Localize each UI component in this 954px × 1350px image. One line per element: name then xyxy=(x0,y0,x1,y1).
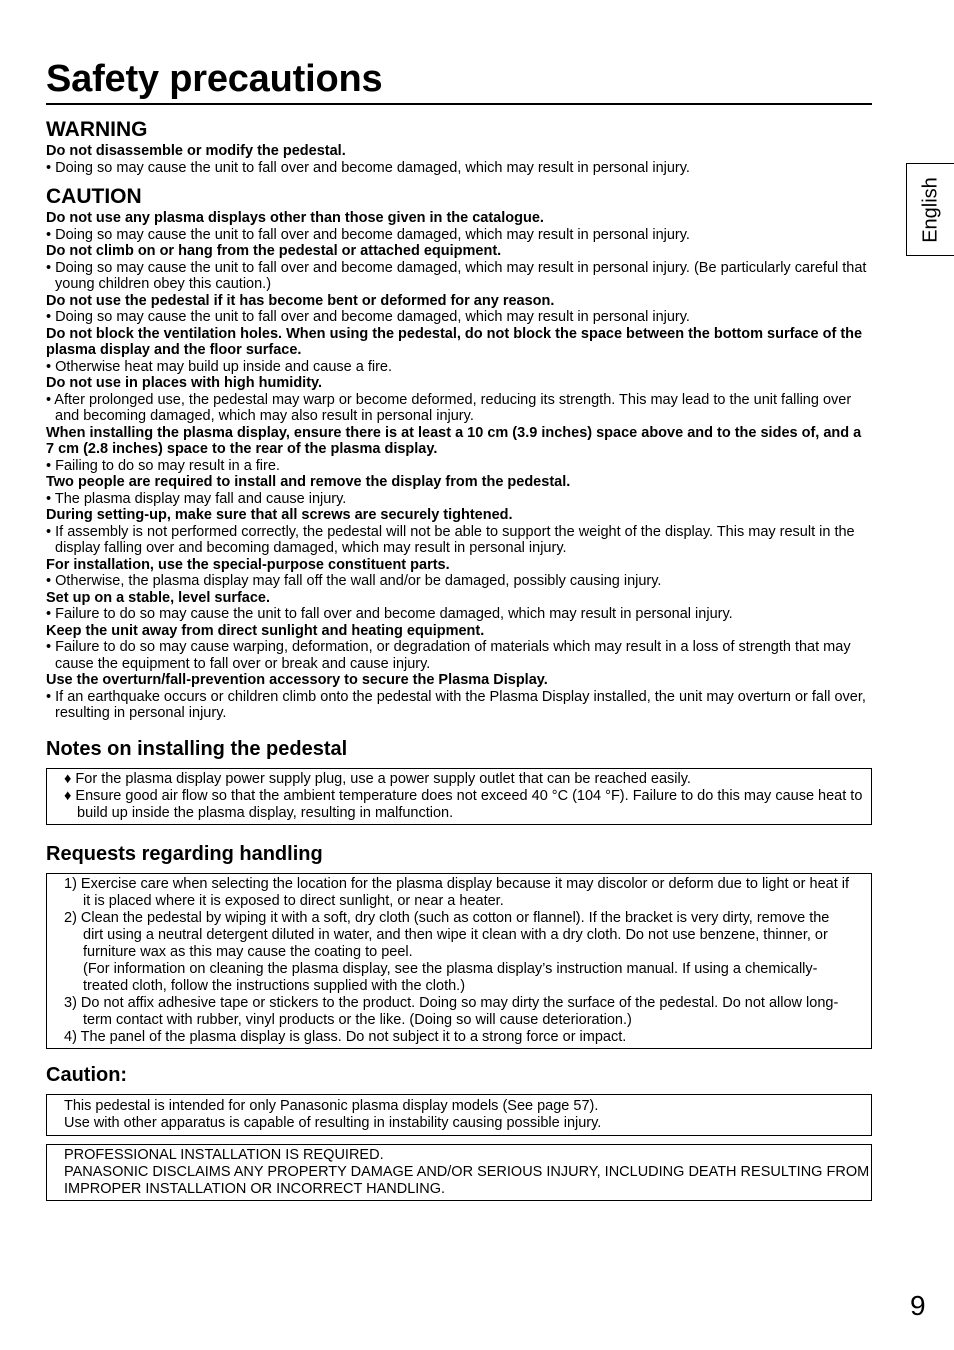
warning-list xyxy=(46,143,872,176)
professional-line: PANASONIC DISCLAIMS ANY PROPERTY DAMAGE AND/OR SERIOUS INJURY, INCLUDING DEATH RESULTING FROM IMPROPER INSTALLATION OR INCORRECT HANDLING. xyxy=(64,1164,870,1197)
caution-notice-box xyxy=(46,1094,872,1136)
warning-item-title: Do not disassemble or modify the pedestal. xyxy=(46,143,346,159)
caution-item-text: • Doing so may cause the unit to fall over and become damaged, which may result in personal injury. xyxy=(46,309,690,325)
requests-box xyxy=(46,873,872,1049)
caution-item-title: During setting-up, make sure that all screws are securely tightened. xyxy=(46,507,513,523)
caution-item-text: • Failing to do so may result in a fire. xyxy=(46,457,280,474)
caution-item-title: Do not climb on or hang from the pedestal or attached equipment. xyxy=(46,243,502,259)
warning-item-text: • Doing so may cause the unit to fall over and become damaged, which may result in personal injury. xyxy=(46,159,690,176)
caution-item-title: When installing the plasma display, ensure there is at least a 10 cm (3.9 inches) space above and to the sides of, and a 7 cm (2.8 inches) space to the rear of the plasma display. xyxy=(46,424,862,457)
caution-item-title: Do not use the pedestal if it has become bent or deformed for any reason. xyxy=(46,292,555,309)
list-item: 1) Exercise care when selecting the location for the plasma display because it may discolor or deform due to light or heat if it is placed where it is exposed to direct sunlight, or near a heater. xyxy=(64,876,850,909)
caution-item-title: Set up on a stable, level surface. xyxy=(46,589,271,606)
caution-item-title: For installation, use the special-purpose constituent parts. xyxy=(46,556,450,573)
caution-notice-heading: Caution: xyxy=(46,1064,128,1086)
caution-item-text: • Doing so may cause the unit to fall over and become damaged, which may result in personal injury. xyxy=(46,226,690,243)
list-item: 3) Do not affix adhesive tape or stickers to the product. Doing so may dirty the surface of the pedestal. Do not allow long-term contact with rubber, vinyl products or the like. (Doing so will cause deterioration.) xyxy=(64,995,839,1028)
language-tab xyxy=(906,163,954,256)
safety-content xyxy=(46,117,872,722)
notes-heading: Notes on installing the pedestal xyxy=(46,738,348,760)
list-item: 4) The panel of the plasma display is glass. Do not subject it to a strong force or impact. xyxy=(64,1029,627,1045)
warning-heading: WARNING xyxy=(46,118,148,141)
caution-item-text: • Failure to do so may cause the unit to fall over and become damaged, which may result in personal injury. xyxy=(46,606,733,622)
caution-item-text: • Doing so may cause the unit to fall over and become damaged, which may result in personal injury. (Be particularly careful that young children obey this caution.) xyxy=(46,259,867,292)
caution-list xyxy=(46,210,872,722)
professional-installation-box xyxy=(46,1144,872,1201)
caution-notice-line: Use with other apparatus is capable of resulting in instability causing possible injury. xyxy=(64,1115,602,1131)
caution-item-title: Use the overturn/fall-prevention accessory to secure the Plasma Display. xyxy=(46,672,548,688)
caution-item-title: Do not use in places with high humidity. xyxy=(46,375,323,391)
caution-item-title: Do not block the ventilation holes. When using the pedestal, do not block the space between the bottom surface of the plasma display and the floor surface. xyxy=(46,325,863,358)
caution-item-title: Do not use any plasma displays other than those given in the catalogue. xyxy=(46,210,544,226)
caution-item-text: • If an earthquake occurs or children climb onto the pedestal with the Plasma Display installed, the unit may overturn or fall over, resulting in personal injury. xyxy=(46,688,866,721)
caution-item-title: Two people are required to install and remove the display from the pedestal. xyxy=(46,474,571,490)
list-item-note: (For information on cleaning the plasma display, see the plasma display’s instruction manual. If using a chemically-treated cloth, follow the instructions supplied with the cloth.) xyxy=(83,961,818,994)
page-title: Safety precautions xyxy=(46,57,872,105)
caution-item-text: • If assembly is not performed correctly, the pedestal will not be able to support the weight of the display. This may result in the display falling over and becoming damaged, which may result in personal injury. xyxy=(46,523,855,556)
page-number: 9 xyxy=(910,1290,926,1321)
language-tab-label: English xyxy=(919,176,941,243)
list-item: ♦ Ensure good air flow so that the ambient temperature does not exceed 40 °C (104 °F). Failure to do this may cause heat to build up inside the plasma display, resulting in malfunction. xyxy=(64,788,863,821)
professional-line: PROFESSIONAL INSTALLATION IS REQUIRED. xyxy=(64,1147,384,1163)
caution-item-text: • Otherwise heat may build up inside and cause a fire. xyxy=(46,358,393,375)
list-item: 2) Clean the pedestal by wiping it with a soft, dry cloth (such as cotton or flannel). If the bracket is very dirty, remove the dirt using a neutral detergent diluted in water, and then wipe it clean with a dry cloth. Do not use benzene, thinner, or furniture wax as this may cause the coating to peel. xyxy=(64,910,830,960)
caution-item-text: • Otherwise, the plasma display may fall off the wall and/or be damaged, possibly causing injury. xyxy=(46,573,662,589)
list-item: ♦ For the plasma display power supply plug, use a power supply outlet that can be reached easily. xyxy=(64,771,691,787)
caution-item-text: • The plasma display may fall and cause injury. xyxy=(46,490,347,507)
caution-heading: CAUTION xyxy=(46,185,142,208)
caution-notice-line: This pedestal is intended for only Panasonic plasma display models (See page 57). xyxy=(64,1098,599,1114)
requests-heading: Requests regarding handling xyxy=(46,843,323,865)
caution-item-title: Keep the unit away from direct sunlight and heating equipment. xyxy=(46,622,485,639)
caution-item-text: • Failure to do so may cause warping, deformation, or degradation of materials which may result in a loss of strength that may cause the equipment to fall over or break and cause injury. xyxy=(46,639,851,672)
caution-item-text: • After prolonged use, the pedestal may warp or become deformed, reducing its strength. This may lead to the unit falling over and becoming damaged, which may also result in personal injury. xyxy=(46,391,852,424)
notes-box xyxy=(46,768,872,825)
